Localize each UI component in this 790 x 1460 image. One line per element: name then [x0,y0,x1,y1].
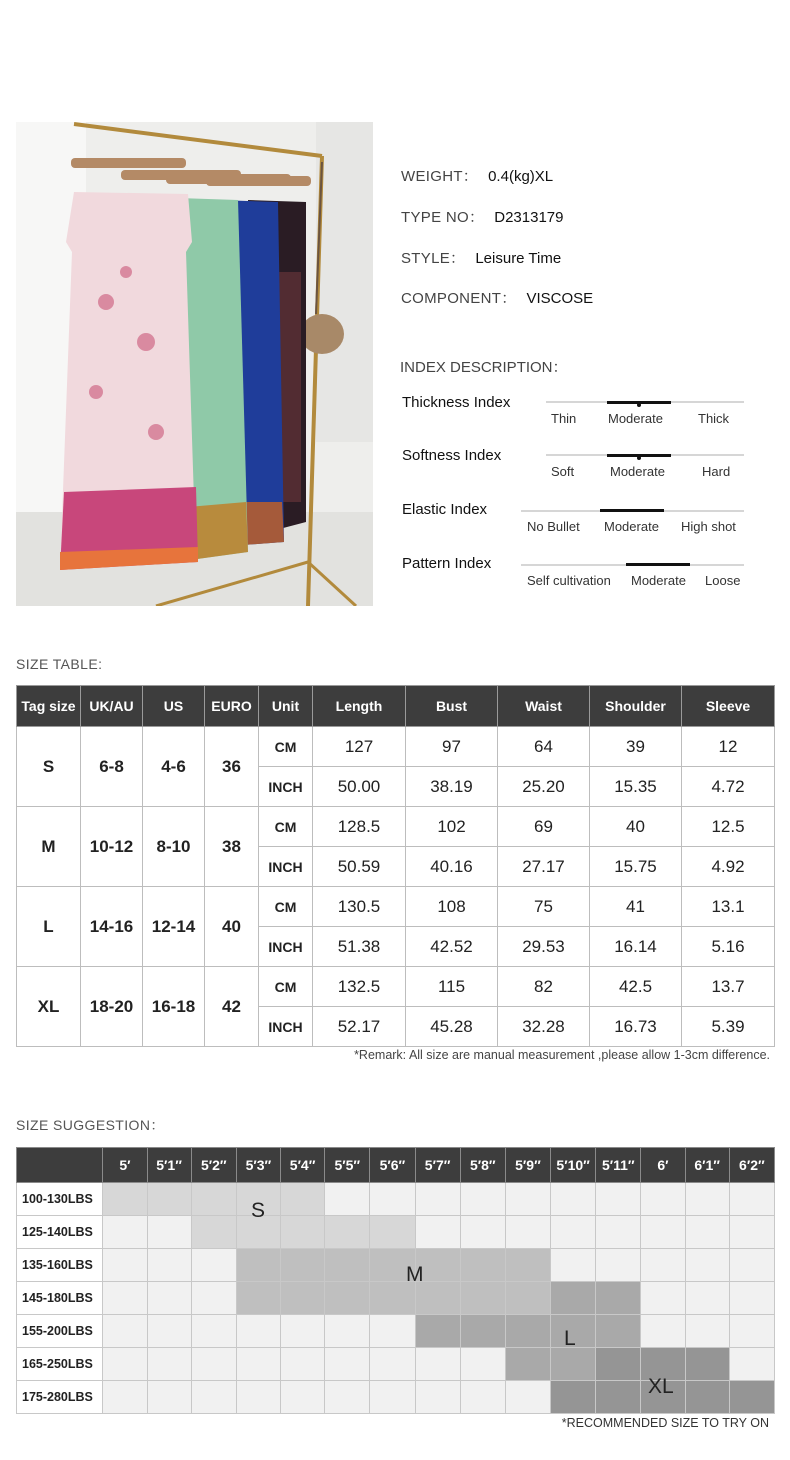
size-tag: XL [17,967,81,1047]
grid-cell [281,1183,325,1216]
size-tag: L [17,887,81,967]
grid-cell [641,1216,685,1249]
grid-cell [551,1282,596,1315]
size-suggestion-grid [16,1147,775,1414]
grid-cell [103,1183,147,1216]
header-length: Length [313,686,406,727]
bust-cell: 102 [406,807,498,847]
elastic-option-2: Moderate [604,519,659,534]
grid-cell [685,1216,729,1249]
weight-label: 135-160LBS [17,1249,103,1282]
grid-cell [505,1216,550,1249]
bust-cell: 38.19 [406,767,498,807]
table-row [17,807,775,847]
grid-cell [191,1348,236,1381]
sleeve-cell: 13.1 [682,887,775,927]
grid-cell [236,1381,280,1414]
grid-cell [281,1348,325,1381]
grid-cell [325,1348,370,1381]
unit-inch: INCH [259,927,313,967]
shoulder-cell: 41 [590,887,682,927]
shoulder-cell: 16.73 [590,1007,682,1047]
grid-cell [685,1315,729,1348]
size-us: 12-14 [143,887,205,967]
grid-cell [685,1381,729,1414]
grid-cell [325,1315,370,1348]
grid-cell [596,1348,641,1381]
size-uk-au: 10-12 [81,807,143,887]
size-table-header [17,686,775,727]
grid-cell [729,1183,774,1216]
sleeve-cell: 12 [682,727,775,767]
weight-label: 145-180LBS [17,1282,103,1315]
height-header: 5′6″ [370,1148,415,1183]
height-header: 5′8″ [460,1148,505,1183]
size-euro: 42 [205,967,259,1047]
sleeve-cell: 13.7 [682,967,775,1007]
weight-label: 100-130LBS [17,1183,103,1216]
zone-label-s: S [251,1199,266,1222]
bust-cell: 108 [406,887,498,927]
waist-cell: 69 [498,807,590,847]
softness-option-3: Hard [702,464,731,479]
grid-cell [460,1249,505,1282]
weight-label: 155-200LBS [17,1315,103,1348]
length-cell: 128.5 [313,807,406,847]
bust-cell: 115 [406,967,498,1007]
unit-inch: INCH [259,847,313,887]
table-row [17,727,775,767]
grid-cell [281,1282,325,1315]
grid-cell [236,1282,280,1315]
waist-cell: 29.53 [498,927,590,967]
size-suggestion-title: SIZE SUGGESTION： [16,1117,165,1133]
grid-cell [147,1315,191,1348]
grid-cell [103,1282,147,1315]
weight-row [17,1183,775,1216]
zone-label-l: L [564,1327,576,1350]
grid-cell [147,1348,191,1381]
grid-cell [729,1315,774,1348]
thickness-option-2: Moderate [608,411,663,426]
weight-row [17,1282,775,1315]
grid-cell [551,1381,596,1414]
spec-style-value: Leisure Time [475,250,562,267]
header-unit: Unit [259,686,313,727]
height-header: 5′1″ [147,1148,191,1183]
length-cell: 52.17 [313,1007,406,1047]
grid-cell [460,1348,505,1381]
header-us: US [143,686,205,727]
grid-cell [551,1216,596,1249]
grid-cell [325,1183,370,1216]
grid-cell [505,1381,550,1414]
shoulder-cell: 16.14 [590,927,682,967]
sleeve-cell: 12.5 [682,807,775,847]
softness-index-dot [637,456,641,460]
thickness-option-3: Thick [698,411,730,426]
grid-cell [103,1249,147,1282]
weight-row [17,1249,775,1282]
grid-cell [281,1249,325,1282]
grid-cell [191,1216,236,1249]
grid-cell [685,1183,729,1216]
header-shoulder: Shoulder [590,686,682,727]
unit-cm: CM [259,727,313,767]
shoulder-cell: 15.35 [590,767,682,807]
grid-cell [191,1381,236,1414]
grid-cell [370,1315,415,1348]
unit-inch: INCH [259,767,313,807]
grid-cell [147,1282,191,1315]
grid-cell [415,1348,460,1381]
weight-label: 175-280LBS [17,1381,103,1414]
height-header: 5′4″ [281,1148,325,1183]
grid-cell [729,1381,774,1414]
unit-inch: INCH [259,1007,313,1047]
elastic-index-marker [600,509,664,512]
bust-cell: 42.52 [406,927,498,967]
unit-cm: CM [259,967,313,1007]
height-header-row [17,1148,775,1183]
shoulder-cell: 42.5 [590,967,682,1007]
height-header: 5′9″ [505,1148,550,1183]
height-header: 6′ [641,1148,685,1183]
grid-cell [415,1381,460,1414]
grid-cell [370,1183,415,1216]
grid-cell [505,1183,550,1216]
grid-cell [596,1249,641,1282]
grid-cell [325,1381,370,1414]
weight-label: 125-140LBS [17,1216,103,1249]
grid-cell [281,1381,325,1414]
softness-index-label: Softness Index [402,447,502,464]
size-us: 16-18 [143,967,205,1047]
grid-cell [505,1315,550,1348]
height-header: 5′3″ [236,1148,280,1183]
height-header: 5′10″ [551,1148,596,1183]
grid-cell [641,1183,685,1216]
header-waist: Waist [498,686,590,727]
product-photo [16,122,373,606]
softness-option-2: Moderate [610,464,665,479]
spec-weight-label: WEIGHT： [401,168,479,185]
grid-cell [596,1282,641,1315]
size-uk-au: 6-8 [81,727,143,807]
length-cell: 132.5 [313,967,406,1007]
grid-cell [415,1315,460,1348]
grid-cell [505,1282,550,1315]
grid-cell [596,1216,641,1249]
length-cell: 130.5 [313,887,406,927]
length-cell: 127 [313,727,406,767]
grid-cell [460,1183,505,1216]
weight-label: 165-250LBS [17,1348,103,1381]
bust-cell: 45.28 [406,1007,498,1047]
spec-weight [401,165,553,186]
grid-cell [103,1348,147,1381]
grid-cell [729,1282,774,1315]
grid-cell [641,1249,685,1282]
grid-cell [551,1183,596,1216]
elastic-option-1: No Bullet [527,519,580,534]
grid-cell [685,1282,729,1315]
header-uk-au: UK/AU [81,686,143,727]
grid-cell [147,1216,191,1249]
grid-cell [415,1183,460,1216]
spec-type-no-value: D2313179 [494,209,564,226]
grid-cell [147,1249,191,1282]
pattern-option-3: Loose [705,573,741,588]
thickness-index-dot [637,403,641,407]
size-us: 8-10 [143,807,205,887]
spec-style [401,247,561,268]
header-tag-size: Tag size [17,686,81,727]
size-tag: S [17,727,81,807]
header-sleeve: Sleeve [682,686,775,727]
length-cell: 50.00 [313,767,406,807]
elastic-index-label: Elastic Index [402,501,488,518]
grid-cell [236,1348,280,1381]
grid-cell [103,1381,147,1414]
length-cell: 50.59 [313,847,406,887]
waist-cell: 27.17 [498,847,590,887]
grid-cell [551,1249,596,1282]
grid-cell [147,1381,191,1414]
grid-cell [641,1282,685,1315]
header-bust: Bust [406,686,498,727]
grid-cell [236,1249,280,1282]
grid-cell [103,1315,147,1348]
grid-cell [685,1249,729,1282]
table-row [17,887,775,927]
spec-type-no [401,206,563,227]
grid-cell [147,1183,191,1216]
size-euro: 36 [205,727,259,807]
sleeve-cell: 5.39 [682,1007,775,1047]
weight-row [17,1315,775,1348]
height-header: 6′2″ [729,1148,774,1183]
grid-cell [415,1216,460,1249]
grid-cell [641,1315,685,1348]
size-euro: 40 [205,887,259,967]
grid-cell [325,1249,370,1282]
spec-type-no-label: TYPE NO： [401,209,485,226]
grid-cell [191,1183,236,1216]
grid-cell [729,1348,774,1381]
height-header: 5′ [103,1148,147,1183]
sleeve-cell: 5.16 [682,927,775,967]
grid-cell [729,1216,774,1249]
grid-cell [460,1315,505,1348]
grid-cell [191,1315,236,1348]
waist-cell: 25.20 [498,767,590,807]
spec-component [401,287,593,308]
grid-cell [685,1348,729,1381]
size-tag: M [17,807,81,887]
spec-component-value: VISCOSE [526,290,594,307]
size-table [16,685,775,1047]
grid-cell [236,1315,280,1348]
table-row [17,967,775,1007]
grid-cell [281,1216,325,1249]
length-cell: 51.38 [313,927,406,967]
zone-label-xl: XL [648,1375,674,1398]
weight-row [17,1216,775,1249]
pattern-option-1: Self cultivation [527,573,611,588]
size-uk-au: 14-16 [81,887,143,967]
sleeve-cell: 4.72 [682,767,775,807]
grid-cell [370,1216,415,1249]
waist-cell: 75 [498,887,590,927]
grid-cell [596,1183,641,1216]
size-table-title: SIZE TABLE: [16,656,103,672]
shoulder-cell: 39 [590,727,682,767]
height-header: 5′7″ [415,1148,460,1183]
waist-cell: 32.28 [498,1007,590,1047]
grid-cell [729,1249,774,1282]
bust-cell: 40.16 [406,847,498,887]
spec-weight-value: 0.4(kg)XL [488,168,554,185]
grid-cell [505,1348,550,1381]
grid-cell [460,1282,505,1315]
shoulder-cell: 15.75 [590,847,682,887]
grid-cell [460,1216,505,1249]
height-header: 5′2″ [191,1148,236,1183]
size-us: 4-6 [143,727,205,807]
grid-cell [596,1381,641,1414]
unit-cm: CM [259,887,313,927]
index-description-title: INDEX DESCRIPTION： [400,359,568,376]
height-header: 6′1″ [685,1148,729,1183]
grid-cell [370,1381,415,1414]
waist-cell: 82 [498,967,590,1007]
shoulder-cell: 40 [590,807,682,847]
grid-cell [281,1315,325,1348]
grid-cell [370,1348,415,1381]
grid-cell [191,1282,236,1315]
grid-cell [460,1381,505,1414]
pattern-option-2: Moderate [631,573,686,588]
unit-cm: CM [259,807,313,847]
grid-cell [103,1216,147,1249]
grid-cell [325,1216,370,1249]
recommend-note: *RECOMMENDED SIZE TO TRY ON [561,1416,769,1430]
spec-component-label: COMPONENT： [401,290,517,307]
sleeve-cell: 4.92 [682,847,775,887]
bust-cell: 97 [406,727,498,767]
thickness-index-label: Thickness Index [402,394,511,411]
grid-cell [505,1249,550,1282]
thickness-option-1: Thin [551,411,577,426]
elastic-option-3: High shot [681,519,736,534]
grid-cell [325,1282,370,1315]
grid-cell [191,1249,236,1282]
waist-cell: 64 [498,727,590,767]
pattern-index-label: Pattern Index [402,555,492,572]
size-remark: *Remark: All size are manual measurement ,please allow 1-3cm difference. [354,1048,770,1062]
softness-option-1: Soft [551,464,575,479]
spec-style-label: STYLE： [401,250,466,267]
pattern-index-marker [626,563,690,566]
height-header: 5′11″ [596,1148,641,1183]
size-euro: 38 [205,807,259,887]
size-uk-au: 18-20 [81,967,143,1047]
height-header: 5′5″ [325,1148,370,1183]
corner-cell [17,1148,103,1183]
header-euro: EURO [205,686,259,727]
grid-cell [596,1315,641,1348]
grid-cell [551,1348,596,1381]
zone-label-m: M [406,1263,424,1286]
